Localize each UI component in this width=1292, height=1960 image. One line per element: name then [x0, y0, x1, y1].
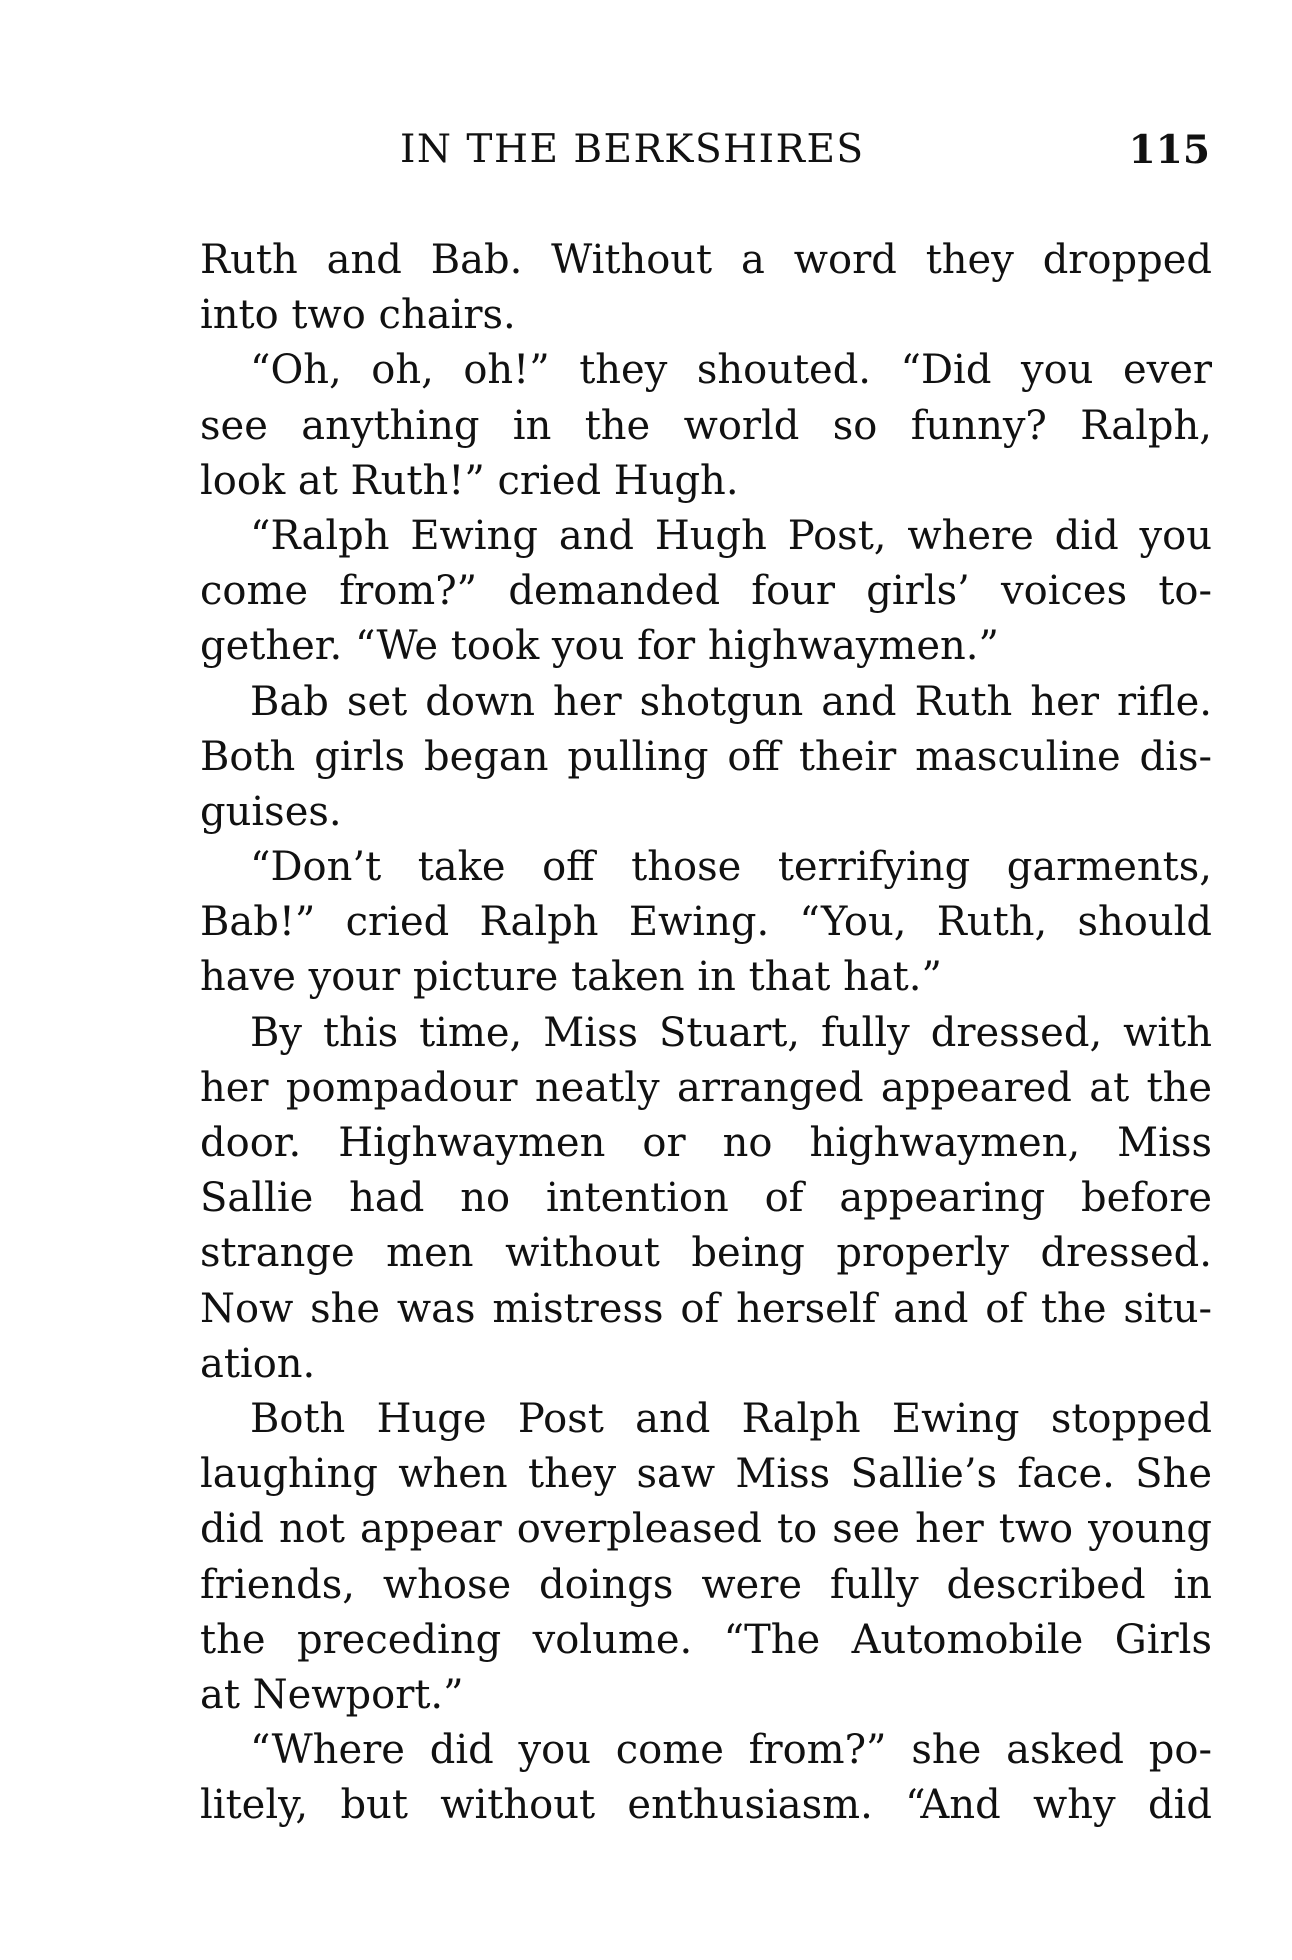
text-line: door. Highwaymen or no highwaymen, Miss — [200, 1120, 1212, 1166]
text-line: have your picture taken in that hat.” — [200, 954, 942, 1001]
text-line: “Where did you come from?” she asked po- — [250, 1727, 1212, 1774]
text-line: friends, whose doings were fully described in — [200, 1561, 1212, 1608]
text-line: Ruth and Bab. Without a word they dropped — [200, 237, 1212, 283]
text-line: laughing when they saw Miss Sallie’s face. She — [200, 1451, 1212, 1498]
text-line: strange men without being properly dressed. — [200, 1230, 1212, 1277]
text-line: Sallie had no intention of appearing before — [200, 1175, 1212, 1222]
text-line: Bab set down her shotgun and Ruth her rifle. — [250, 678, 1212, 725]
body-text — [200, 233, 1212, 1833]
text-line: Both girls began pulling off their masculine dis- — [200, 733, 1212, 780]
text-line: into two chairs. — [200, 292, 516, 339]
text-line: come from?” demanded four girls’ voices to- — [200, 568, 1212, 615]
text-line: ation. — [200, 1340, 316, 1387]
text-line: Now she was mistress of herself and of the situ- — [200, 1285, 1212, 1332]
text-line: at Newport.” — [200, 1671, 464, 1718]
text-line: Both Huge Post and Ralph Ewing stopped — [250, 1395, 1212, 1442]
text-line: see anything in the world so funny? Ralph, — [200, 402, 1212, 449]
text-line: litely, but without enthusiasm. “And why did — [200, 1782, 1212, 1829]
text-line: Bab!” cried Ralph Ewing. “You, Ruth, should — [200, 899, 1212, 946]
text-line: “Oh, oh, oh!” they shouted. “Did you ever — [250, 347, 1212, 394]
text-line: By this time, Miss Stuart, fully dressed, with — [250, 1009, 1212, 1056]
text-line: look at Ruth!” cried Hugh. — [200, 457, 739, 504]
text-line: “Don’t take off those terrifying garments, — [250, 844, 1212, 891]
text-line: “Ralph Ewing and Hugh Post, where did you — [250, 512, 1212, 559]
text-line: gether. “We took you for highwaymen.” — [200, 623, 999, 670]
text-line: her pompadour neatly arranged appeared at the — [200, 1064, 1212, 1111]
running-title: IN THE BERKSHIRES — [400, 127, 865, 172]
page-number: 115 — [1128, 127, 1210, 173]
text-line: did not appear overpleased to see her two young — [200, 1506, 1212, 1553]
text-line: the preceding volume. “The Automobile Girls — [200, 1616, 1212, 1663]
text-line: guises. — [200, 788, 342, 835]
running-head — [400, 122, 1210, 178]
